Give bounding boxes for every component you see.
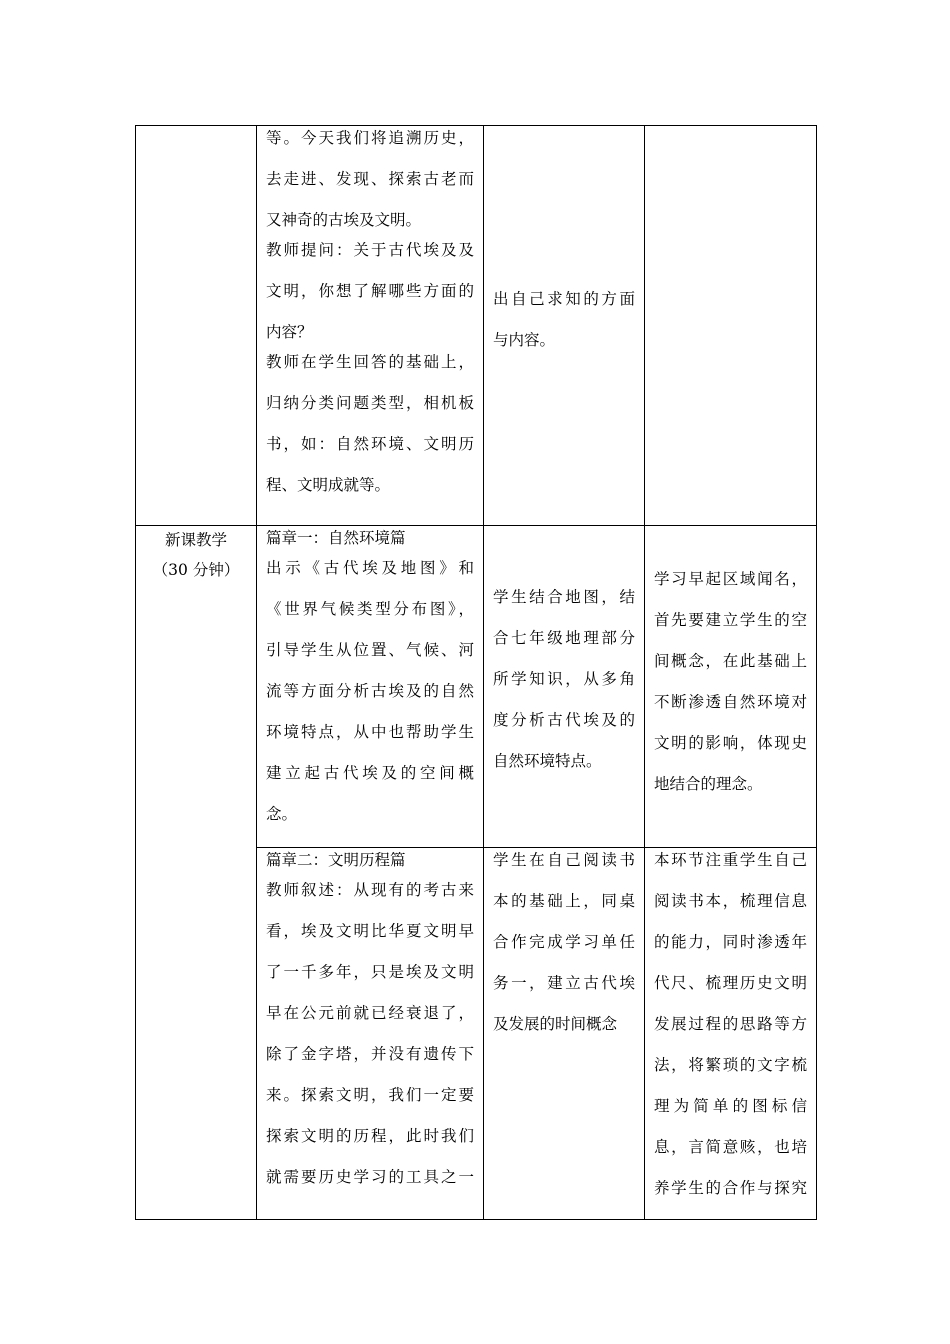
teacher-activity-cell bbox=[257, 126, 484, 526]
text-line: 早在公元前就已经衰退了， bbox=[266, 1004, 474, 1022]
teacher-activity-cell bbox=[257, 848, 484, 1220]
text-line: 文明，你想了解哪些方面的 bbox=[266, 282, 474, 300]
text-line: 学生结合地图，结 bbox=[493, 588, 635, 606]
text-line: 发展过程的思路等方 bbox=[654, 1015, 807, 1033]
text-line: 了一千多年，只是埃及文明 bbox=[266, 963, 474, 981]
text-line: 教师提问：关于古代埃及及 bbox=[266, 241, 474, 259]
text-line: 出示《古代埃及地图》和 bbox=[266, 559, 474, 577]
text-line: 出自己求知的方面 bbox=[493, 290, 635, 308]
text-line: 看，埃及文明比华夏文明早 bbox=[266, 922, 474, 940]
text-line: 等。今天我们将追溯历史， bbox=[266, 129, 474, 147]
teacher-activity-cell bbox=[257, 526, 484, 848]
text-line: 本的基础上，同桌 bbox=[493, 892, 635, 910]
lesson-plan-table bbox=[135, 125, 817, 1220]
text-line: 探索文明的历程，此时我们 bbox=[266, 1127, 474, 1145]
student-activity-cell bbox=[484, 848, 645, 1220]
text-line: 与内容。 bbox=[493, 331, 556, 349]
chapter-heading: 篇章二：文明历程篇 bbox=[266, 851, 406, 869]
table-row bbox=[136, 526, 817, 848]
student-activity-cell bbox=[484, 126, 645, 526]
text-line: 所学知识，从多角 bbox=[493, 670, 635, 688]
text-line: 本环节注重学生自己 bbox=[654, 851, 807, 869]
text-line: 合作完成学习单任 bbox=[493, 933, 635, 951]
student-activity-cell bbox=[484, 526, 645, 848]
text-line: 文明的影响，体现史 bbox=[654, 734, 807, 752]
text-line: 地结合的理念。 bbox=[654, 775, 763, 793]
text-line: 学生在自己阅读书 bbox=[493, 851, 635, 869]
stage-cell bbox=[136, 126, 257, 526]
text-line: 流等方面分析古埃及的自然 bbox=[266, 682, 474, 700]
text-line: 来。探索文明，我们一定要 bbox=[266, 1086, 474, 1104]
text-line: 息，言简意赅，也培 bbox=[654, 1138, 807, 1156]
text-line: 教师叙述：从现有的考古来 bbox=[266, 881, 474, 899]
text-line: 及发展的时间概念 bbox=[493, 1015, 618, 1033]
text-line: 书，如：自然环境、文明历 bbox=[266, 435, 474, 453]
text-line: 自然环境特点。 bbox=[493, 752, 602, 770]
text-line: 去走进、发现、探索古老而 bbox=[266, 170, 474, 188]
text-line: 合七年级地理部分 bbox=[493, 629, 635, 647]
text-line: 理为简单的图标信 bbox=[654, 1097, 807, 1115]
text-line: 建立起古代埃及的空间概 bbox=[266, 764, 474, 782]
text-line: 的能力，同时渗透年 bbox=[654, 933, 807, 951]
table-row bbox=[136, 126, 817, 526]
text-line: 首先要建立学生的空 bbox=[654, 611, 807, 629]
text-line: 归纳分类问题类型，相机板 bbox=[266, 394, 474, 412]
text-line: 学习早起区域闻名， bbox=[654, 570, 807, 588]
text-line: 环境特点，从中也帮助学生 bbox=[266, 723, 474, 741]
text-line: 不断渗透自然环境对 bbox=[654, 693, 807, 711]
text-line: 内容？ bbox=[266, 323, 313, 341]
stage-duration: （30 分钟） bbox=[152, 561, 240, 579]
text-line: 教师在学生回答的基础上， bbox=[266, 353, 474, 371]
design-intent-cell bbox=[645, 848, 817, 1220]
text-line: 除了金字塔，并没有遗传下 bbox=[266, 1045, 474, 1063]
text-line: 度分析古代埃及的 bbox=[493, 711, 635, 729]
text-line: 就需要历史学习的工具之一 bbox=[266, 1168, 474, 1186]
text-line: 务一，建立古代埃 bbox=[493, 974, 635, 992]
text-line: 间概念，在此基础上 bbox=[654, 652, 807, 670]
stage-cell bbox=[136, 526, 257, 1220]
design-intent-cell bbox=[645, 126, 817, 526]
stage-name: 新课教学 bbox=[164, 531, 227, 549]
text-line: 念。 bbox=[266, 805, 298, 823]
chapter-heading: 篇章一：自然环境篇 bbox=[266, 529, 406, 547]
text-line: 法，将繁琐的文字梳 bbox=[654, 1056, 807, 1074]
text-line: 引导学生从位置、气候、河 bbox=[266, 641, 474, 659]
text-line: 又神奇的古埃及文明。 bbox=[266, 211, 422, 229]
text-line: 养学生的合作与探究 bbox=[654, 1179, 807, 1197]
text-line: 阅读书本，梳理信息 bbox=[654, 892, 807, 910]
text-line: 代尺、梳理历史文明 bbox=[654, 974, 807, 992]
text-line: 《世界气候类型分布图》， bbox=[266, 600, 474, 618]
text-line: 程、文明成就等。 bbox=[266, 476, 391, 494]
design-intent-cell bbox=[645, 526, 817, 848]
